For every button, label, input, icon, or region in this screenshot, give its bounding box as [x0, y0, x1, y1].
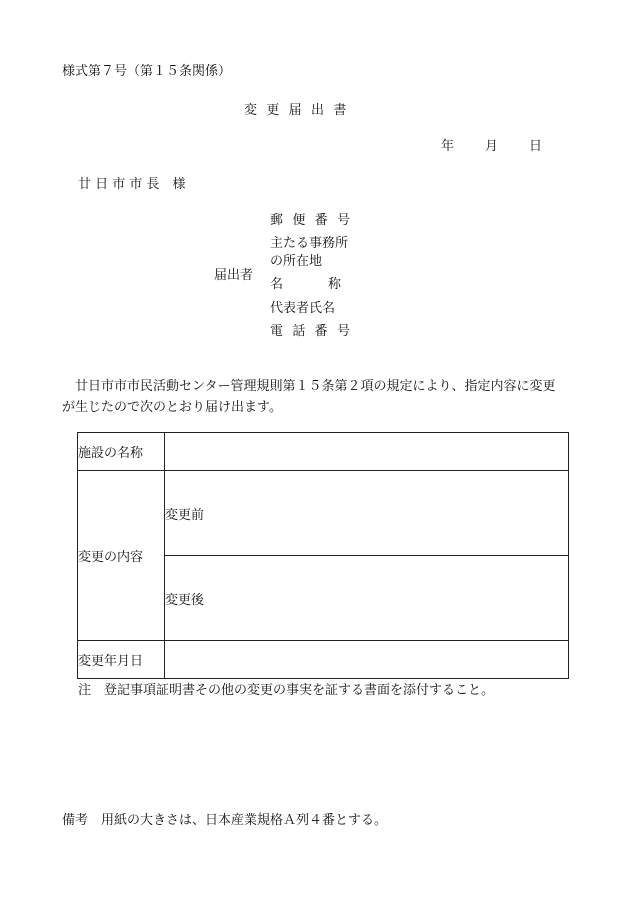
after-cell[interactable] [165, 556, 569, 641]
name-label-char2: 称 [328, 277, 342, 292]
change-date-value[interactable] [165, 641, 569, 679]
office-address-label-line2: の所在地 [270, 254, 323, 269]
facility-name-label: 施設の名称 [78, 433, 165, 471]
change-content-label: 変更の内容 [78, 471, 165, 641]
change-details-table [77, 432, 569, 679]
before-label: 変更前 [165, 507, 205, 523]
facility-name-value[interactable] [165, 433, 569, 471]
note: 注 登記事項証明書その他の変更の事実を証する書面を添付すること。 [78, 683, 495, 698]
postal-code-label: 郵 便 番 号 [270, 213, 353, 228]
date-day-label: 日 [529, 139, 543, 154]
date-year-label: 年 [441, 139, 455, 154]
after-label: 変更後 [165, 592, 205, 608]
remark: 備考 用紙の大きさは、日本産業規格Ａ列４番とする。 [62, 813, 388, 828]
change-date-label: 変更年月日 [78, 641, 165, 679]
body-text: 廿日市市市民活動センター管理規則第１５条第２項の規定により、指定内容に変更が生じたので次のとおり届け出ます。 [62, 379, 556, 415]
representative-label: 代表者氏名 [270, 301, 336, 316]
date-month-label: 月 [485, 139, 499, 154]
name-label-char1: 名 [270, 277, 284, 292]
applicant-label: 届出者 [214, 268, 254, 283]
office-address-label-line1: 主たる事務所 [270, 236, 349, 251]
before-cell[interactable] [165, 471, 569, 556]
body-text-block [62, 376, 560, 418]
form-number: 様式第７号（第１５条関係） [62, 64, 232, 79]
addressee: 廿 日 市 市 長 様 [78, 177, 186, 192]
document-title: 変 更 届 出 書 [244, 103, 349, 118]
table-row-facility [78, 433, 569, 471]
table-row-before [78, 471, 569, 556]
table-row-change-date [78, 641, 569, 679]
phone-label: 電 話 番 号 [270, 324, 353, 339]
